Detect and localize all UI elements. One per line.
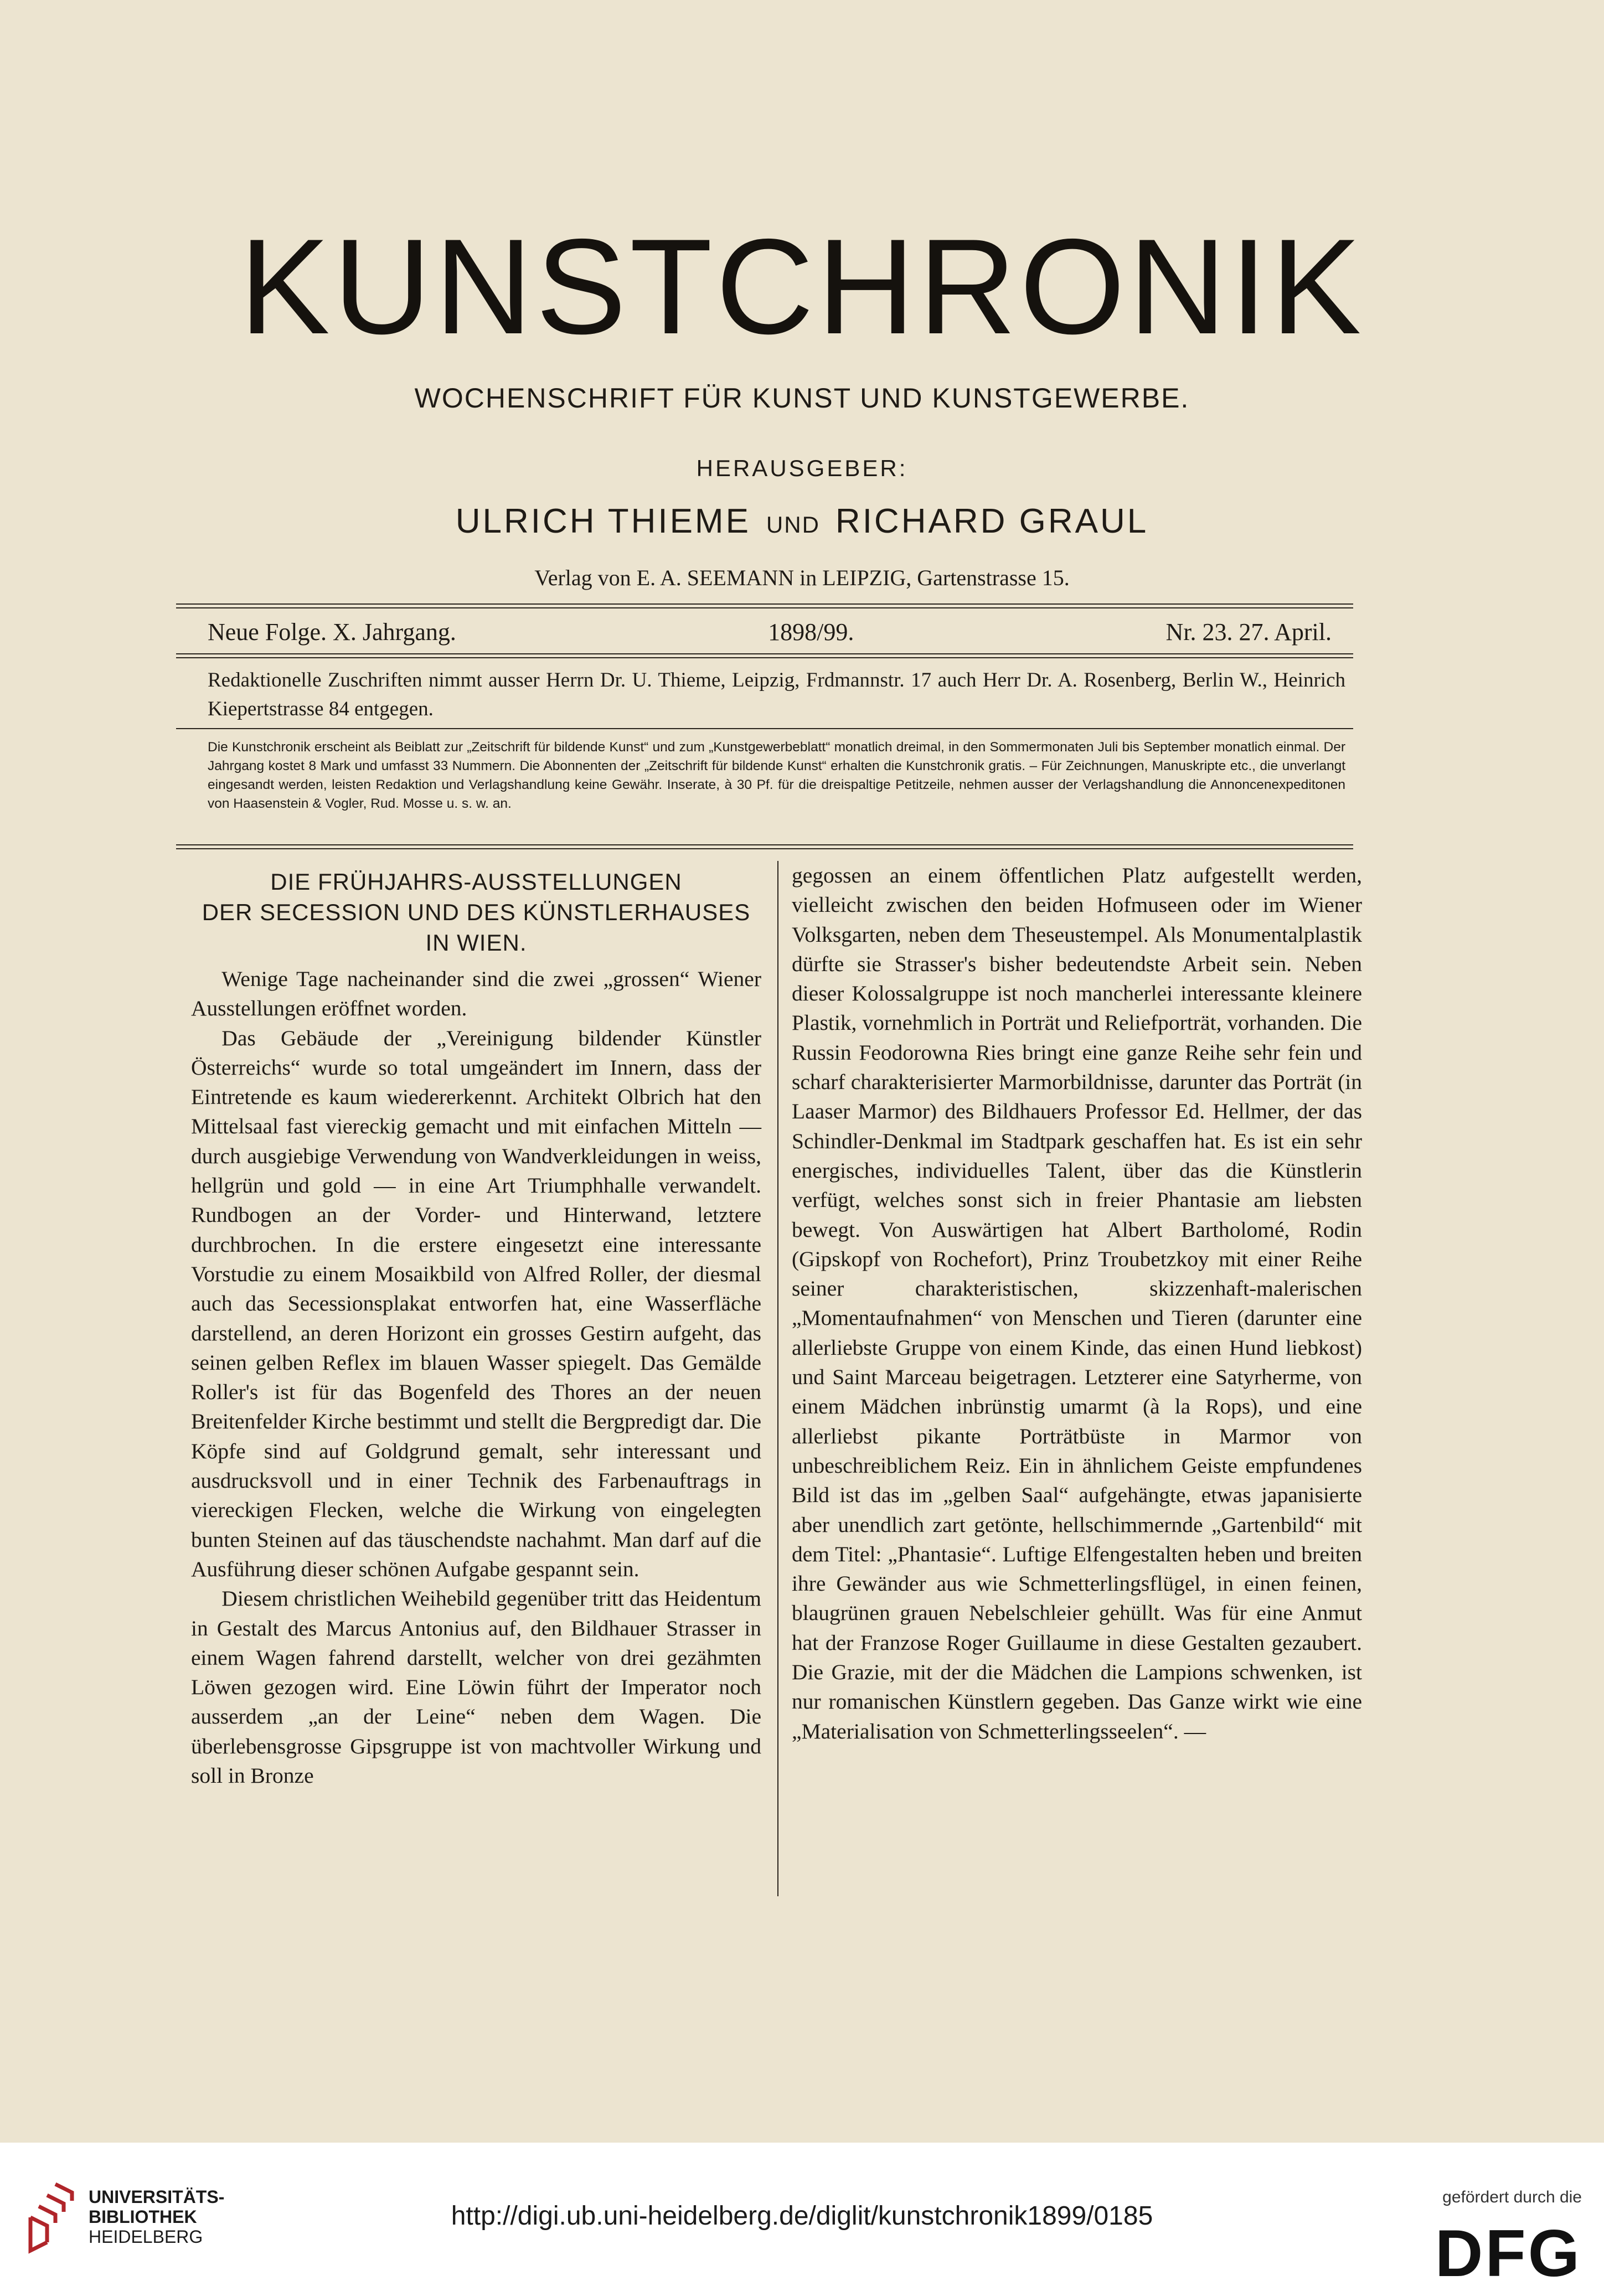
masthead-subtitle: WOCHENSCHRIFT FÜR KUNST UND KUNSTGEWERBE.: [414, 383, 1190, 414]
editorial-address: Redaktionelle Zuschriften nimmt ausser Herrn Dr. U. Thieme, Leipzig, Frdmannstr. 17 auch Herr Dr. A. Rosenberg, Berlin W., Heinrich Kiepertstrasse 84 entgegen.: [208, 669, 1345, 720]
library-name-line: BIBLIOTHEK: [89, 2207, 197, 2227]
masthead-title: KUNSTCHRONIK: [239, 210, 1365, 362]
dfg-logo-icon: DFG: [1435, 2216, 1582, 2290]
column-divider: [777, 861, 778, 1896]
editors-line: [0, 502, 1604, 541]
paragraph: gegossen an einem öffentlichen Platz aufgestellt werden, vielleicht zwischen den beiden Hofmuseen oder im Wiener Volksgarten, neben dem Theseustempel. Als Monumentalplastik dürfte sie Strasser's bisher bedeutendste Arbeit sein. Neben dieser Kolossalgruppe ist noch mancherlei interessante kleinere Plastik, vornehmlich in Porträt und Reliefporträt, vorhanden. Die Russin Feodorowna Ries bringt eine ganze Reihe sehr fein und scharf charakterisierter Marmorbildnisse, darunter das Porträt (in Laaser Marmor) des Bildhauers Professor Ed. Hellmer, der das Schindler-Denkmal im Stadtpark geschaffen hat. Es ist ein sehr energisches, individuelles Talent, über das die Künstlerin verfügt, welches sonst sich in freier Phantasie am liebsten bewegt. Von Auswärtigen hat Albert Bartholomé, Rodin (Gipskopf von Rochefort), Prinz Troubetzkoy mit einer Reihe seiner charakteristischen, skizzenhaft-malerischen „Momentaufnahmen“ von Menschen und Tieren (darunter eine allerliebste Gruppe von einem Kinde, das einen Hund liebkost) und Saint Marceau beigetragen. Letzterer eine Satyrherme, von einem Mädchen inbrünstig umarmt (à la Rops), und eine allerliebst pikante Porträtbüste in Marmor von unbeschreiblichem Reiz. Ein in ähnlichem Geiste empfundenes Bild ist das im „gelben Saal“ aufgehängte, etwas japanisierte aber unendlich zart getönte, hellschimmernde „Gartenbild“ mit dem Titel: „Phantasie“. Luftige Elfengestalten heben und breiten ihre Gewänder aus wie Schmetterlingsflügel, in einen feinen, blaugrünen grauen Nebelschleier gehüllt. Was für eine Anmut hat der Franzose Roger Guillaume in diese Gestalten gezaubert. Die Grazie, mit der die Mädchen die Lampions schwenken, ist nur romanischen Künstlern gegeben. Das Ganze wirkt wie eine „Materialisation von Schmetterlingsseelen“. —: [792, 863, 1362, 1743]
editor-name: ULRICH THIEME: [455, 502, 751, 540]
article-title-line: DER SECESSION UND DES KÜNSTLERHAUSES: [202, 899, 751, 925]
article-title: [191, 866, 761, 958]
paragraph: Wenige Tage nacheinander sind die zwei „grossen“ Wiener Ausstellungen eröffnet worden.: [191, 967, 761, 1021]
article-column-right: [792, 861, 1362, 1746]
editor-name: RICHARD GRAUL: [835, 502, 1149, 540]
publisher-line: Verlag von E. A. SEEMANN in LEIPZIG, Gartenstrasse 15.: [534, 565, 1070, 590]
rule-divider: [176, 653, 1353, 658]
subscription-notice: Die Kunstchronik erscheint als Beiblatt zur „Zeitschrift für bildende Kunst“ und zum „Kunstgewerbeblatt“ monatlich dreimal, in den Sommermonaten Juli bis September monatlich einmal. Der Jahrgang kostet 8 Mark und umfasst 33 Nummern. Die Abonnenten der „Zeitschrift für bildende Kunst“ erhalten die Kunstchronik gratis. – Für Zeichnungen, Manuskripte etc., die unverlangt eingesandt werden, leisten Redaktion und Verlagshandlung keine Gewähr. Inserate, à 30 Pf. für die dreispaltige Petitzeile, nehmen ausser der Verlagshandlung die Annoncenexpeditonen von Haasenstein & Vogler, Rud. Mosse u. s. w. an.: [208, 740, 1345, 811]
permalink-url[interactable]: http://digi.ub.uni-heidelberg.de/diglit/kunstchronik1899/0185: [451, 2201, 1153, 2231]
issue-line: [208, 618, 1332, 646]
herausgeber-label: HERAUSGEBER:: [696, 455, 908, 481]
rule-divider: [176, 728, 1353, 729]
issue-number: Nr. 23. 27. April.: [1165, 618, 1332, 646]
rule-divider: [176, 844, 1353, 849]
article-column-left: [191, 861, 761, 1791]
editors-und: UND: [766, 512, 820, 538]
library-name-line: HEIDELBERG: [89, 2227, 203, 2247]
paragraph: Diesem christlichen Weihebild gegenüber tritt das Heidentum in Gestalt des Marcus Antonius auf, den Bildhauer Strasser in einem Wagen fahrend darstellt, welcher von drei gezähmten Löwen gezogen wird. Eine Löwin führt der Imperator noch ausserdem „an der Leine“ neben dem Wagen. Die überlebensgrosse Gipsgruppe ist von machtvoller Wirkung und soll in Bronze: [191, 1586, 761, 1788]
funded-by-label: gefördert durch die: [1442, 2188, 1582, 2206]
article-title-line: DIE FRÜHJAHRS-AUSSTELLUNGEN: [270, 869, 682, 895]
library-name-line: UNIVERSITÄTS-: [89, 2187, 225, 2207]
paragraph: Das Gebäude der „Vereinigung bildender Künstler Österreichs“ wurde so total umgeändert im Innern, dass der Eintretende es kaum wiedererkennt. Architekt Olbrich hat den Mittelsaal fast viereckig gemacht und mit einfachen Mitteln — durch ausgiebige Verwendung von Wandverkleidungen in weiss, hellgrün und gold — in eine Art Triumphhalle verwandelt. Rundbogen an der Vorder- und Hinterwand, letztere durchbrochen. In die erstere eingesetzt eine interessante Vorstudie zu einem Mosaikbild von Alfred Roller, der diesmal auch das Secessionsplakat entworfen hat, eine Wasserfläche darstellend, an deren Horizont ein grosses Gestirn aufgeht, das seinen gelben Reflex im blauen Wasser spiegelt. Das Gemälde Roller's ist für das Bogenfeld des Thores an der neuen Breitenfelder Kirche bestimmt und stellt die Bergpredigt dar. Die Köpfe sind auf Goldgrund gemalt, sehr interessant und ausdrucksvoll und in einer Technik des Farbenauftrags in viereckigen Flecken, welche die Wirkung von eingelegten bunten Steinen auf das täuschendste nachahmt. Man darf auf die Ausführung dieser schönen Aufgabe gespannt sein.: [191, 1025, 761, 1581]
issue-series: Neue Folge. X. Jahrgang.: [208, 618, 456, 646]
article-title-line: IN WIEN.: [425, 930, 527, 956]
issue-year: 1898/99.: [768, 618, 854, 646]
rule-divider: [176, 603, 1353, 608]
